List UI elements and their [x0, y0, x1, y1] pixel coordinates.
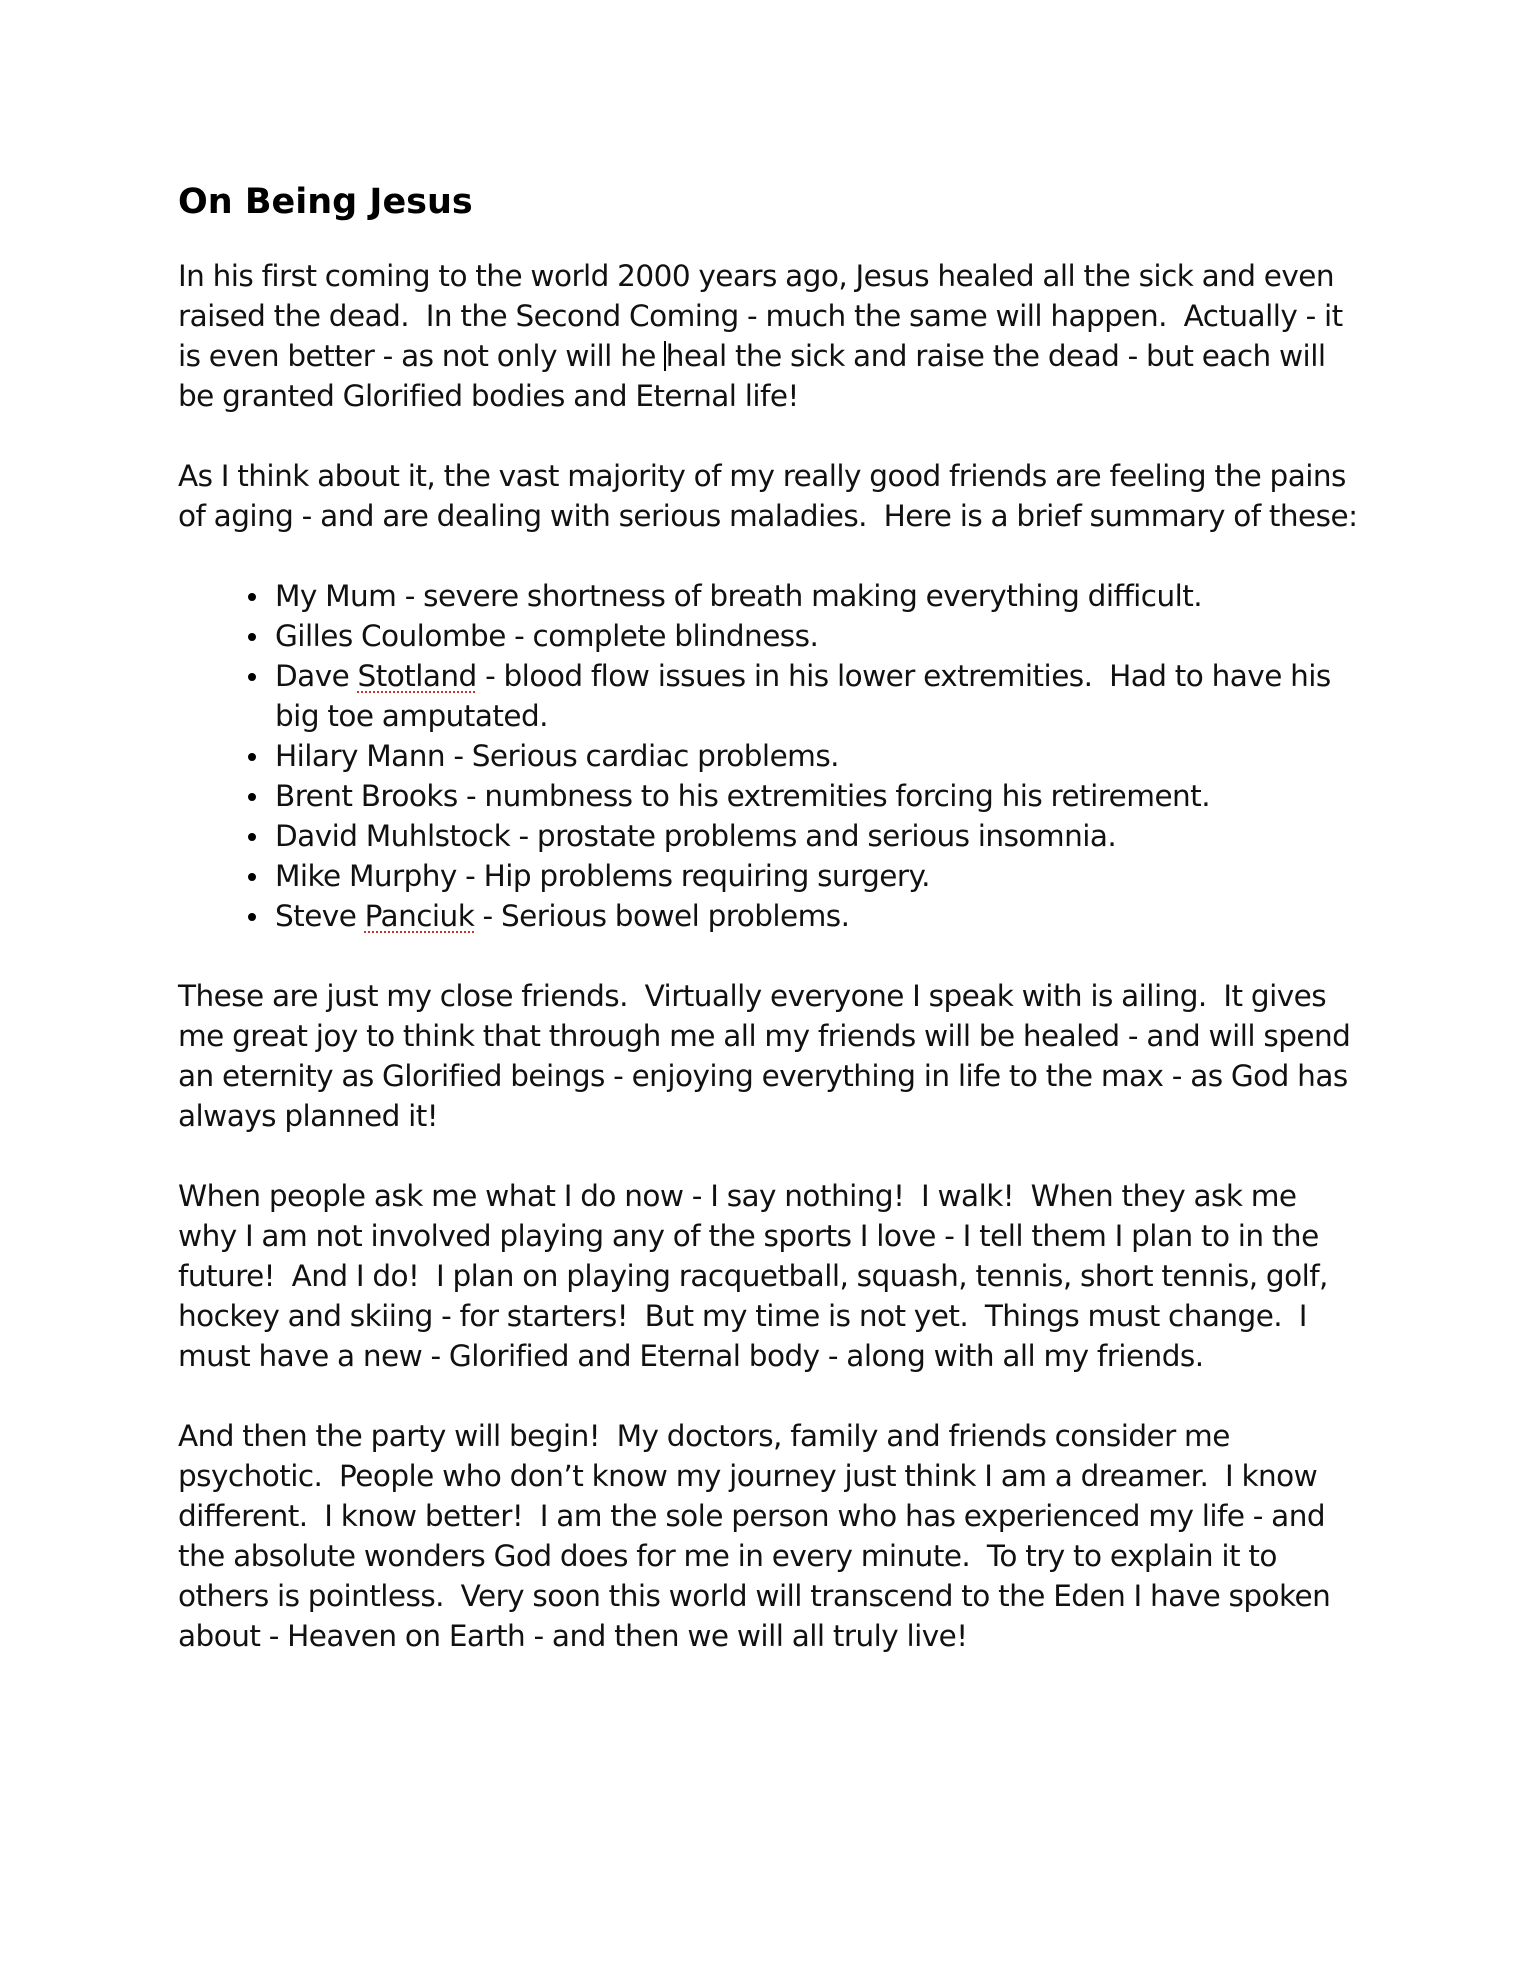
document-title: On Being Jesus	[178, 182, 473, 222]
friend-first-name: Steve	[275, 899, 365, 933]
list-item	[248, 896, 1358, 936]
spellcheck-flagged-word[interactable]: Panciuk	[364, 899, 475, 933]
friend-detail: - complete blindness.	[505, 619, 819, 653]
document-body[interactable]	[178, 178, 1358, 1696]
friend-name: Mike Murphy	[275, 859, 457, 893]
bullet-icon	[248, 913, 256, 921]
bullet-icon	[248, 673, 256, 681]
list-item	[248, 856, 1358, 896]
friend-detail: - severe shortness of breath making everything difficult.	[396, 579, 1203, 613]
bullet-icon	[248, 633, 256, 641]
paragraph-1	[178, 256, 1358, 416]
bullet-icon	[248, 873, 256, 881]
paragraph-1-text-b: heal the sick and raise the dead - but each will be granted Glorified bodies and Eternal life!	[178, 339, 1334, 413]
list-item	[248, 816, 1358, 856]
friend-name: Gilles Coulombe	[275, 619, 506, 653]
friend-name: Brent Brooks	[275, 779, 458, 813]
list-item	[248, 736, 1358, 776]
paragraph-2: As I think about it, the vast majority of my really good friends are feeling the pains of aging - and are dealing with serious maladies. Here is a brief summary of these:	[178, 459, 1358, 533]
bullet-icon	[248, 793, 256, 801]
friend-detail: - Serious cardiac problems.	[445, 739, 840, 773]
friend-detail: - Hip problems requiring surgery.	[456, 859, 930, 893]
list-item	[248, 576, 1358, 616]
friend-first-name: Dave	[275, 659, 358, 693]
bullet-icon	[248, 593, 256, 601]
paragraph-5: And then the party will begin! My doctors, family and friends consider me psychotic. People who don’t know my journey just think I am a dreamer. I know different. I know better! I am the sole person who has experienced my life - and the absolute wonders God does for me in every minute. To try to explain it to others is pointless. Very soon this world will transcend to the Eden I have spoken about - Heaven on Earth - and then we will all truly live!	[178, 1419, 1339, 1653]
list-item	[248, 656, 1358, 736]
bullet-icon	[248, 833, 256, 841]
friend-detail: - prostate problems and serious insomnia.	[510, 819, 1117, 853]
list-item	[248, 616, 1358, 656]
friend-detail: - numbness to his extremities forcing his retirement.	[457, 779, 1211, 813]
friend-name: Hilary Mann	[275, 739, 445, 773]
spellcheck-flagged-word[interactable]: Stotland	[357, 659, 477, 693]
paragraph-1-text-a: In his first coming to the world 2000 years ago, Jesus healed all the sick and even raised the dead. In the Second Coming - much the same will happen. Actually - it is even better - as not only will he	[178, 259, 1352, 373]
friend-detail: - blood flow issues in his lower extremities. Had to have his big toe amputated.	[275, 659, 1340, 733]
friend-detail: - Serious bowel problems.	[474, 899, 850, 933]
list-item	[248, 776, 1358, 816]
paragraph-4: When people ask me what I do now - I say nothing! I walk! When they ask me why I am not involved playing any of the sports I love - I tell them I plan to in the future! And I do! I plan on playing racquetball, squash, tennis, short tennis, golf, hockey and skiing - for starters! But my time is not yet. Things must change. I must have a new - Glorified and Eternal body - along with all my friends.	[178, 1179, 1337, 1373]
bullet-icon	[248, 753, 256, 761]
friends-bullet-list	[178, 576, 1358, 936]
paragraph-3: These are just my close friends. Virtually everyone I speak with is ailing. It gives me great joy to think that through me all my friends will be healed - and will spend an eternity as Glorified beings - enjoying everything in life to the max - as God has always planned it!	[178, 979, 1359, 1133]
friend-name: My Mum	[275, 579, 397, 613]
friend-name: David Muhlstock	[275, 819, 511, 853]
